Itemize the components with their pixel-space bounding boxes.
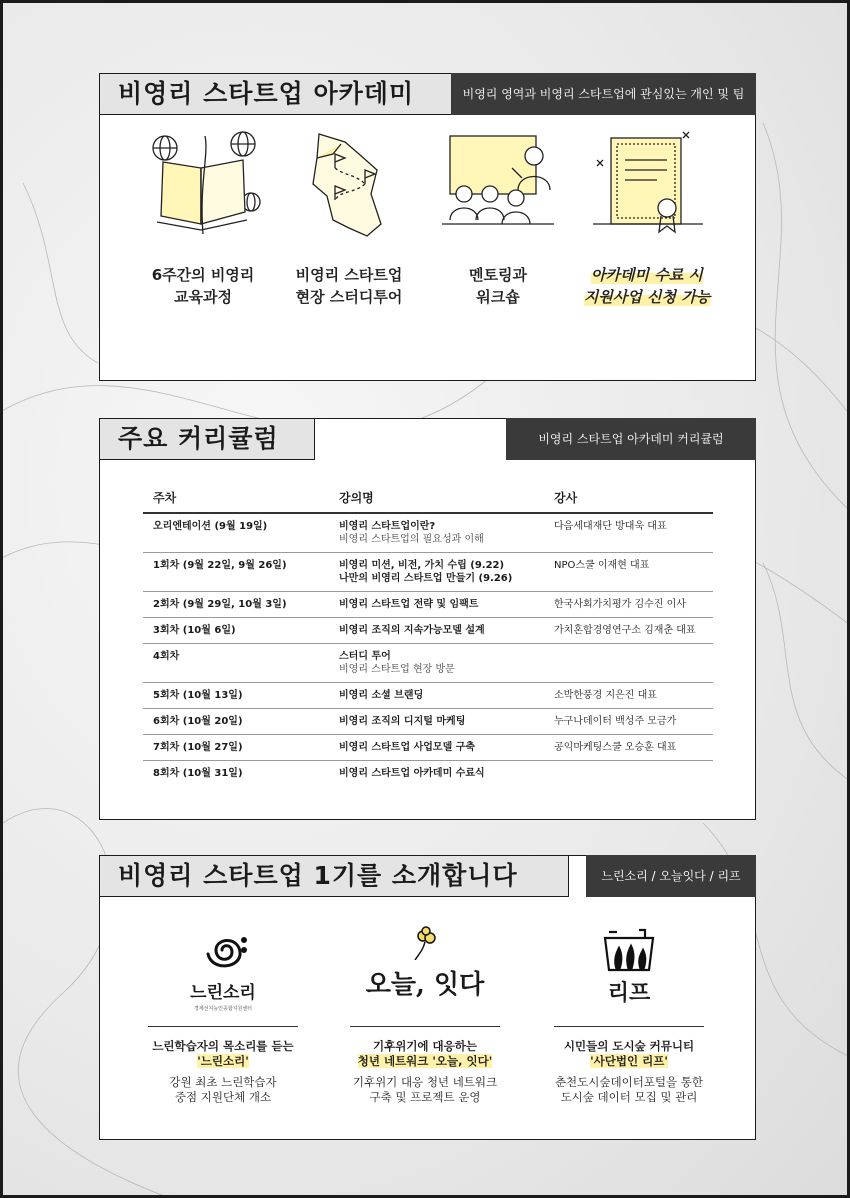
team-description bbox=[554, 1075, 704, 1105]
feature-study-tour-label bbox=[274, 264, 424, 308]
description-line: 기후위기 대응 청년 네트워크 bbox=[352, 1075, 498, 1089]
column-header-instructor: 강사 bbox=[544, 483, 713, 513]
team-headline bbox=[350, 1039, 500, 1069]
feature-education bbox=[128, 124, 278, 308]
lecture-title: 비영리 스타트업 전략 및 임팩트 bbox=[339, 599, 479, 610]
curriculum-title: 주요 커리큘럼 bbox=[99, 418, 315, 460]
curriculum-tag: 비영리 스타트업 아카데미 커리큘럼 bbox=[506, 418, 756, 460]
feature-line: 지원사업 신청 가능 bbox=[583, 288, 711, 306]
team-description bbox=[350, 1075, 500, 1105]
column-header-lecture: 강의명 bbox=[329, 483, 544, 513]
team-neurinsori bbox=[148, 926, 298, 1105]
instructor-cell: 소박한풍경 지은진 대표 bbox=[544, 683, 713, 709]
feature-certificate bbox=[572, 124, 722, 308]
headline-highlight: '사단법인 리프' bbox=[590, 1054, 668, 1068]
feature-line: 아카데미 수료 시 bbox=[591, 266, 703, 284]
table-header-row bbox=[143, 483, 713, 513]
neurinsori-logo-sub: 경계선지능인종합지원센터 bbox=[194, 1006, 252, 1012]
mentoring-board-icon bbox=[438, 124, 558, 244]
tree-basket-icon bbox=[599, 926, 659, 972]
feature-line: 워크숍 bbox=[476, 288, 520, 306]
neurinsori-logo bbox=[148, 926, 298, 1016]
lecture-subtitle: 나만의 비영리 스타트업 만들기 (9.26) bbox=[339, 573, 513, 584]
lecture-cell bbox=[329, 735, 544, 761]
lecture-cell bbox=[329, 709, 544, 735]
instructor-cell: 가치혼합경영연구소 김재춘 대표 bbox=[544, 618, 713, 644]
description-line: 도시숲 데이터 모집 및 관리 bbox=[560, 1090, 698, 1104]
headline-highlight: 청년 네트워크 '오늘, 잇다' bbox=[357, 1054, 493, 1068]
table-row bbox=[143, 709, 713, 735]
feature-education-label bbox=[128, 264, 278, 308]
lecture-title: 비영리 스타트업이란? bbox=[339, 521, 436, 532]
curriculum-section bbox=[99, 418, 756, 820]
feature-certificate-label bbox=[572, 264, 722, 308]
lecture-cell bbox=[329, 761, 544, 787]
teams-tag: 느린소리 / 오늘잇다 / 리프 bbox=[586, 855, 756, 897]
curriculum-table bbox=[143, 483, 713, 786]
instructor-cell: 공익마케팅스쿨 오승훈 대표 bbox=[544, 735, 713, 761]
description-line: 중점 지원단체 개소 bbox=[174, 1090, 272, 1104]
lecture-cell bbox=[329, 618, 544, 644]
instructor-cell: NPO스쿨 이재현 대표 bbox=[544, 553, 713, 592]
week-cell: 4회차 bbox=[143, 644, 329, 683]
leaf-logo-text: 리프 bbox=[607, 980, 651, 1006]
table-row bbox=[143, 683, 713, 709]
academy-title: 비영리 스타트업 아카데미 bbox=[99, 73, 453, 115]
table-row bbox=[143, 618, 713, 644]
academy-header bbox=[99, 73, 756, 115]
leaf-logo bbox=[554, 926, 704, 1016]
lecture-cell bbox=[329, 683, 544, 709]
instructor-cell: 다음세대재단 방대욱 대표 bbox=[544, 513, 713, 553]
description-line: 춘천도시숲데이터포털을 통한 bbox=[554, 1075, 704, 1089]
table-row bbox=[143, 644, 713, 683]
headline-line: 느린학습자의 목소리를 듣는 bbox=[152, 1039, 294, 1053]
team-leaf bbox=[554, 926, 704, 1105]
week-cell: 7회차 (10월 27일) bbox=[143, 735, 329, 761]
instructor-cell bbox=[544, 644, 713, 683]
headline-highlight: '느린소리' bbox=[197, 1054, 249, 1068]
instructor-cell bbox=[544, 761, 713, 787]
lecture-title: 비영리 소셜 브랜딩 bbox=[339, 690, 424, 701]
headline-line: 기후위기에 대응하는 bbox=[373, 1039, 477, 1053]
feature-study-tour bbox=[274, 124, 424, 308]
description-line: 구축 및 프로젝트 운영 bbox=[369, 1090, 481, 1104]
spiral-icon bbox=[188, 926, 258, 976]
feature-line: 6주간의 비영리 bbox=[151, 266, 255, 284]
academy-section bbox=[99, 73, 756, 381]
divider bbox=[554, 1026, 704, 1027]
column-header-week: 주차 bbox=[143, 483, 329, 513]
feature-line: 비영리 스타트업 bbox=[295, 266, 403, 284]
lecture-title: 스터디 투어 bbox=[339, 651, 391, 662]
certificate-icon bbox=[587, 124, 707, 244]
lecture-title: 비영리 조직의 디지털 마케팅 bbox=[339, 716, 466, 727]
table-row bbox=[143, 553, 713, 592]
instructor-cell: 누구나데이터 백성주 모금가 bbox=[544, 709, 713, 735]
instructor-cell: 한국사회가치평가 김수진 이사 bbox=[544, 592, 713, 618]
team-headline bbox=[148, 1039, 298, 1069]
table-row bbox=[143, 513, 713, 553]
team-description bbox=[148, 1075, 298, 1105]
table-row bbox=[143, 761, 713, 787]
week-cell: 1회차 (9월 22일, 9월 26일) bbox=[143, 553, 329, 592]
lecture-title: 비영리 미션, 비전, 가치 수립 (9.22) bbox=[339, 560, 505, 571]
feature-line: 멘토링과 bbox=[469, 266, 527, 284]
divider bbox=[148, 1026, 298, 1027]
team-oneul-itda bbox=[350, 926, 500, 1105]
lecture-title: 비영리 스타트업 아카데미 수료식 bbox=[339, 768, 485, 779]
table-row bbox=[143, 592, 713, 618]
flower-icon bbox=[405, 926, 445, 960]
lecture-subtitle: 비영리 스타트업의 필요성과 이해 bbox=[339, 534, 484, 545]
teams-header bbox=[99, 855, 756, 897]
lecture-title: 비영리 스타트업 사업모델 구축 bbox=[339, 742, 476, 753]
description-line: 강원 최초 느린학습자 bbox=[169, 1075, 277, 1089]
headline-line: 시민들의 도시숲 커뮤니티 bbox=[563, 1039, 695, 1053]
oneul-itda-logo-text: 오늘, 잇다 bbox=[365, 970, 485, 1000]
lecture-cell bbox=[329, 644, 544, 683]
week-cell: 8회차 (10월 31일) bbox=[153, 768, 243, 779]
feature-mentoring bbox=[423, 124, 573, 308]
curriculum-header bbox=[99, 418, 756, 460]
feature-mentoring-label bbox=[423, 264, 573, 308]
oneul-itda-logo bbox=[350, 926, 500, 1016]
week-cell: 6회차 (10월 20일) bbox=[143, 709, 329, 735]
week-cell: 2회차 (9월 29일, 10월 3일) bbox=[143, 592, 329, 618]
feature-line: 현장 스터디투어 bbox=[295, 288, 403, 306]
teams-title: 비영리 스타트업 1기를 소개합니다 bbox=[99, 855, 569, 897]
neurinsori-logo-text: 느린소리 bbox=[190, 983, 256, 1003]
lecture-cell bbox=[329, 553, 544, 592]
lecture-cell bbox=[329, 513, 544, 553]
teams-section bbox=[99, 855, 756, 1140]
table-row bbox=[143, 735, 713, 761]
lecture-cell bbox=[329, 592, 544, 618]
team-headline bbox=[554, 1039, 704, 1069]
week-cell: 3회차 (10월 6일) bbox=[143, 618, 329, 644]
lecture-subtitle: 비영리 스타트업 현장 방문 bbox=[339, 664, 455, 675]
lecture-title: 비영리 조직의 지속가능모델 설계 bbox=[339, 625, 485, 636]
map-flag-icon bbox=[289, 124, 409, 244]
academy-tag: 비영리 영역과 비영리 스타트업에 관심있는 개인 및 팀 bbox=[451, 73, 756, 115]
feature-line: 교육과정 bbox=[174, 288, 232, 306]
divider bbox=[350, 1026, 500, 1027]
week-cell: 오리엔테이션 (9월 19일) bbox=[143, 513, 329, 553]
book-globe-icon bbox=[143, 124, 263, 244]
week-cell: 5회차 (10월 13일) bbox=[143, 683, 329, 709]
